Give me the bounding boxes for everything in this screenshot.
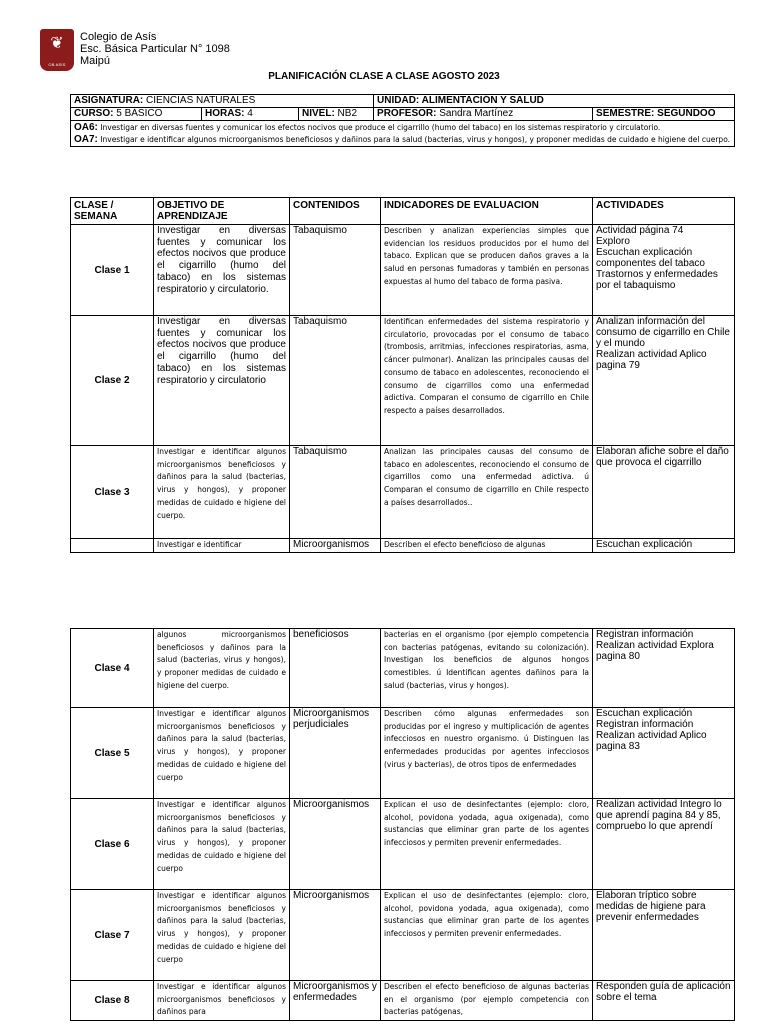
objetivo-cell: Investigar e identificar algunos microorganismos beneficiosos y dañinos para la salud (bacterias, virus y hongos), y proponer medidas de cuidado e higiene del cuerpo [154, 890, 290, 981]
school-line: Maipú [80, 55, 110, 67]
indicadores-cell: Identifican enfermedades del sistema respiratorio y circulatorio, provocadas por el consumo de tabaco (trombosis, arritmias, infecciones respiratorias, asma, cáncer pulmonar). Analizan las principales causas del consumo de tabaco en adolescentes, reconociendo el consumo de cigarrillos como una enfermedad adictiva. Comparan el consumo de cigarrillo en Chile respecto a países desarrollados. [381, 316, 593, 446]
actividades-cell [593, 799, 735, 890]
oa6-value: Investigar en diversas fuentes y comunicar los efectos nocivos que produce el cigarrillo (humo del tabaco) en los sistemas respiratorio y circulatorio. [97, 123, 661, 132]
indicadores-cell: Describen y analizan experiencias simples que evidencian los residuos producidos por el humo del tabaco. Explican que se producen daños graves a la salud en personas fumadoras y también en personas expuestas al humo del tabaco de forma pasiva. [381, 225, 593, 316]
actividad-line: Realizan actividad Integro lo que aprendí pagina 84 y 85, compruebo lo que aprendí [596, 799, 722, 832]
asignatura-cell [71, 95, 374, 108]
lesson-plan-table [70, 197, 735, 553]
horas-label: HORAS: [205, 108, 245, 119]
table-row [71, 225, 735, 316]
actividades-cell [593, 225, 735, 316]
header-objetivo: OBJETIVO DE APRENDIZAJE [154, 198, 290, 225]
contenidos-cell: Tabaquismo [290, 316, 381, 446]
actividad-line: Escuchan explicación [596, 539, 693, 550]
actividad-line: Realizan actividad Aplico pagina 79 [596, 349, 707, 371]
actividades-cell [593, 708, 735, 799]
curso-value: 5 BÁSICO [113, 108, 163, 119]
objetivo-cell: Investigar e identificar algunos microorganismos beneficiosos y dañinos para la salud (bacterias, virus y hongos), y proponer medidas de cuidado e higiene del cuerpo [154, 799, 290, 890]
clase-cell: Clase 7 [71, 890, 154, 981]
header-contenidos: CONTENIDOS [290, 198, 381, 225]
contenidos-cell: Microorganismos [290, 799, 381, 890]
actividades-cell [593, 890, 735, 981]
table-row [71, 629, 735, 708]
table-header-row [71, 198, 735, 225]
table-row [71, 446, 735, 539]
clase-cell [71, 539, 154, 553]
objetivo-cell: Investigar en diversas fuentes y comunicar los efectos nocivos que produce el cigarrillo (humo del tabaco) en los sistemas respiratorio y circulatorio [154, 316, 290, 446]
school-line: Esc. Básica Particular N° 1098 [80, 43, 230, 55]
indicadores-cell: Explican el uso de desinfectantes (ejemplo: cloro, alcohol, povidona yodada, agua oxigenada), como sustancias que eliminar gran parte de los agentes infecciosos y permiten prevenir enfermedades. [381, 890, 593, 981]
indicadores-cell: Describen cómo algunas enfermedades son producidas por el ingreso y multiplicación de agentes infecciosos en nuestro organismo. ú Distinguen las enfermedades producidas por agentes infecciosos (virus y bacterias), de otros tipos de enfermedades [381, 708, 593, 799]
curso-label: CURSO: [74, 108, 114, 119]
nivel-label: NIVEL: [302, 108, 335, 119]
objetivo-cell: algunos microorganismos beneficiosos y dañinos para la salud (bacterias, virus y hongos), y proponer medidas de cuidado e higiene del cuerpo. [154, 629, 290, 708]
contenidos-cell: Tabaquismo [290, 225, 381, 316]
objetivo-cell: Investigar e identificar algunos microorganismos beneficiosos y dañinos para [154, 981, 290, 1021]
unidad-cell [374, 95, 735, 108]
lesson-plan-table-continued [70, 628, 735, 1021]
contenidos-cell: beneficiosos [290, 629, 381, 708]
actividades-cell [593, 316, 735, 446]
actividades-cell [593, 981, 735, 1021]
course-info-table [70, 94, 735, 147]
oa7-label: OA7: [74, 134, 98, 145]
contenidos-cell: Microorganismos [290, 890, 381, 981]
table-row [71, 708, 735, 799]
profesor-value: Sandra Martínez [436, 108, 514, 119]
actividad-line: Escuchan explicación componentes del tabaco [596, 247, 705, 269]
objetivo-cell: Investigar e identificar algunos microorganismos beneficiosos y dañinos para la salud (bacterias, virus y hongos), y proponer medidas de cuidado e higiene del cuerpo [154, 708, 290, 799]
school-name [80, 31, 230, 67]
school-crest-logo [40, 29, 74, 71]
crest-motto: OB ASIS [48, 62, 66, 67]
table-row [71, 799, 735, 890]
semestre-cell [593, 108, 735, 121]
indicadores-cell: Analizan las principales causas del consumo de tabaco en adolescentes, reconociendo el consumo de cigarrillos como una enfermedad adictiva. ú Comparan el consumo de cigarrillo en Chile respecto a países desarrollados.. [381, 446, 593, 539]
clase-cell: Clase 4 [71, 629, 154, 708]
objetivo-cell: Investigar e identificar [154, 539, 290, 553]
actividad-line: Exploro [596, 236, 630, 247]
oa6-label: OA6: [74, 122, 98, 133]
oa7-value: Investigar e identificar algunos microorganismos beneficiosos y dañinos para la salud (bacterias, virus y hongos), y proponer medidas de cuidado e higiene del cuerpo. [97, 135, 731, 144]
actividad-line: Realizan actividad Explora pagina 80 [596, 640, 714, 662]
actividad-line: Analizan información del consumo de cigarrillo en Chile y el mundo [596, 316, 730, 349]
profesor-cell [374, 108, 593, 121]
clase-cell: Clase 5 [71, 708, 154, 799]
school-line: Colegio de Asís [80, 31, 157, 43]
actividad-line: Escuchan explicación [596, 708, 693, 719]
dove-icon: ❦ [50, 35, 64, 52]
indicadores-cell: Explican el uso de desinfectantes (ejemplo: cloro, alcohol, povidona yodada, agua oxigenada), como sustancias que eliminar gran parte de los agentes infecciosos y permiten prevenir enfermedades. [381, 799, 593, 890]
clase-cell: Clase 1 [71, 225, 154, 316]
header-clase: CLASE / SEMANA [71, 198, 154, 225]
actividad-line: Elaboran afiche sobre el daño que provoca el cigarrillo [596, 446, 729, 468]
clase-cell: Clase 2 [71, 316, 154, 446]
curso-cell [71, 108, 202, 121]
document-title: PLANIFICACIÓN CLASE A CLASE AGOSTO 2023 [268, 71, 500, 82]
table-row [71, 539, 735, 553]
actividad-line: Responden guía de aplicación sobre el tema [596, 981, 731, 1003]
indicadores-cell: Describen el efecto beneficioso de algunas bacterias en el organismo (por ejemplo competencia con bacterias patógenas, [381, 981, 593, 1021]
actividad-line: Realizan actividad Aplico pagina 83 [596, 730, 707, 752]
profesor-label: PROFESOR: [377, 108, 437, 119]
objetivo-cell: Investigar e identificar algunos microorganismos beneficiosos y dañinos para la salud (bacterias, virus y hongos), y proponer medidas de cuidado e higiene del cuerpo. [154, 446, 290, 539]
actividad-line: Trastornos y enfermedades por el tabaquismo [596, 269, 718, 291]
objetivo-cell: Investigar en diversas fuentes y comunicar los efectos nocivos que produce el cigarrillo (humo del tabaco) en los sistemas respiratorio y circulatorio. [154, 225, 290, 316]
table-row [71, 890, 735, 981]
actividad-line: Registran información [596, 629, 694, 640]
actividades-cell [593, 446, 735, 539]
asignatura-label: ASIGNATURA: [74, 95, 144, 106]
indicadores-cell: bacterias en el organismo (por ejemplo competencia con bacterias patógenas, evitando su colonización). Investigan los beneficios de algunos hongos comestibles. ú Identifican agentes dañinos para la salud (bacterias, virus y hongos). [381, 629, 593, 708]
table-row [71, 316, 735, 446]
actividad-line: Elaboran tríptico sobre medidas de higiene para prevenir enfermedades [596, 890, 706, 923]
nivel-value: NB2 [334, 108, 358, 119]
clase-cell: Clase 6 [71, 799, 154, 890]
semestre-label: SEMESTRE: SEGUNDOO [596, 108, 716, 119]
clase-cell: Clase 3 [71, 446, 154, 539]
contenidos-cell: Microorganismos [290, 539, 381, 553]
asignatura-value: CIENCIAS NATURALES [143, 95, 256, 106]
table-row [71, 981, 735, 1021]
indicadores-cell: Describen el efecto beneficioso de algunas [381, 539, 593, 553]
contenidos-cell: Tabaquismo [290, 446, 381, 539]
unidad-label: UNIDAD: [377, 95, 420, 106]
unidad-value: ALIMENTACIÓN Y SALUD [419, 95, 544, 106]
clase-cell: Clase 8 [71, 981, 154, 1021]
actividad-line: Actividad página 74 [596, 225, 684, 236]
oa6-text [74, 122, 731, 134]
contenidos-cell: Microorganismos perjudiciales [290, 708, 381, 799]
actividades-cell [593, 539, 735, 553]
horas-cell [202, 108, 299, 121]
oa7-text [74, 134, 731, 146]
nivel-cell [299, 108, 374, 121]
header-actividades: ACTIVIDADES [593, 198, 735, 225]
actividades-cell [593, 629, 735, 708]
header-indicadores: INDICADORES DE EVALUACION [381, 198, 593, 225]
actividad-line: Registran información [596, 719, 694, 730]
objectives-cell [71, 121, 735, 147]
contenidos-cell: Microorganismos y enfermedades [290, 981, 381, 1021]
horas-value: 4 [244, 108, 253, 119]
